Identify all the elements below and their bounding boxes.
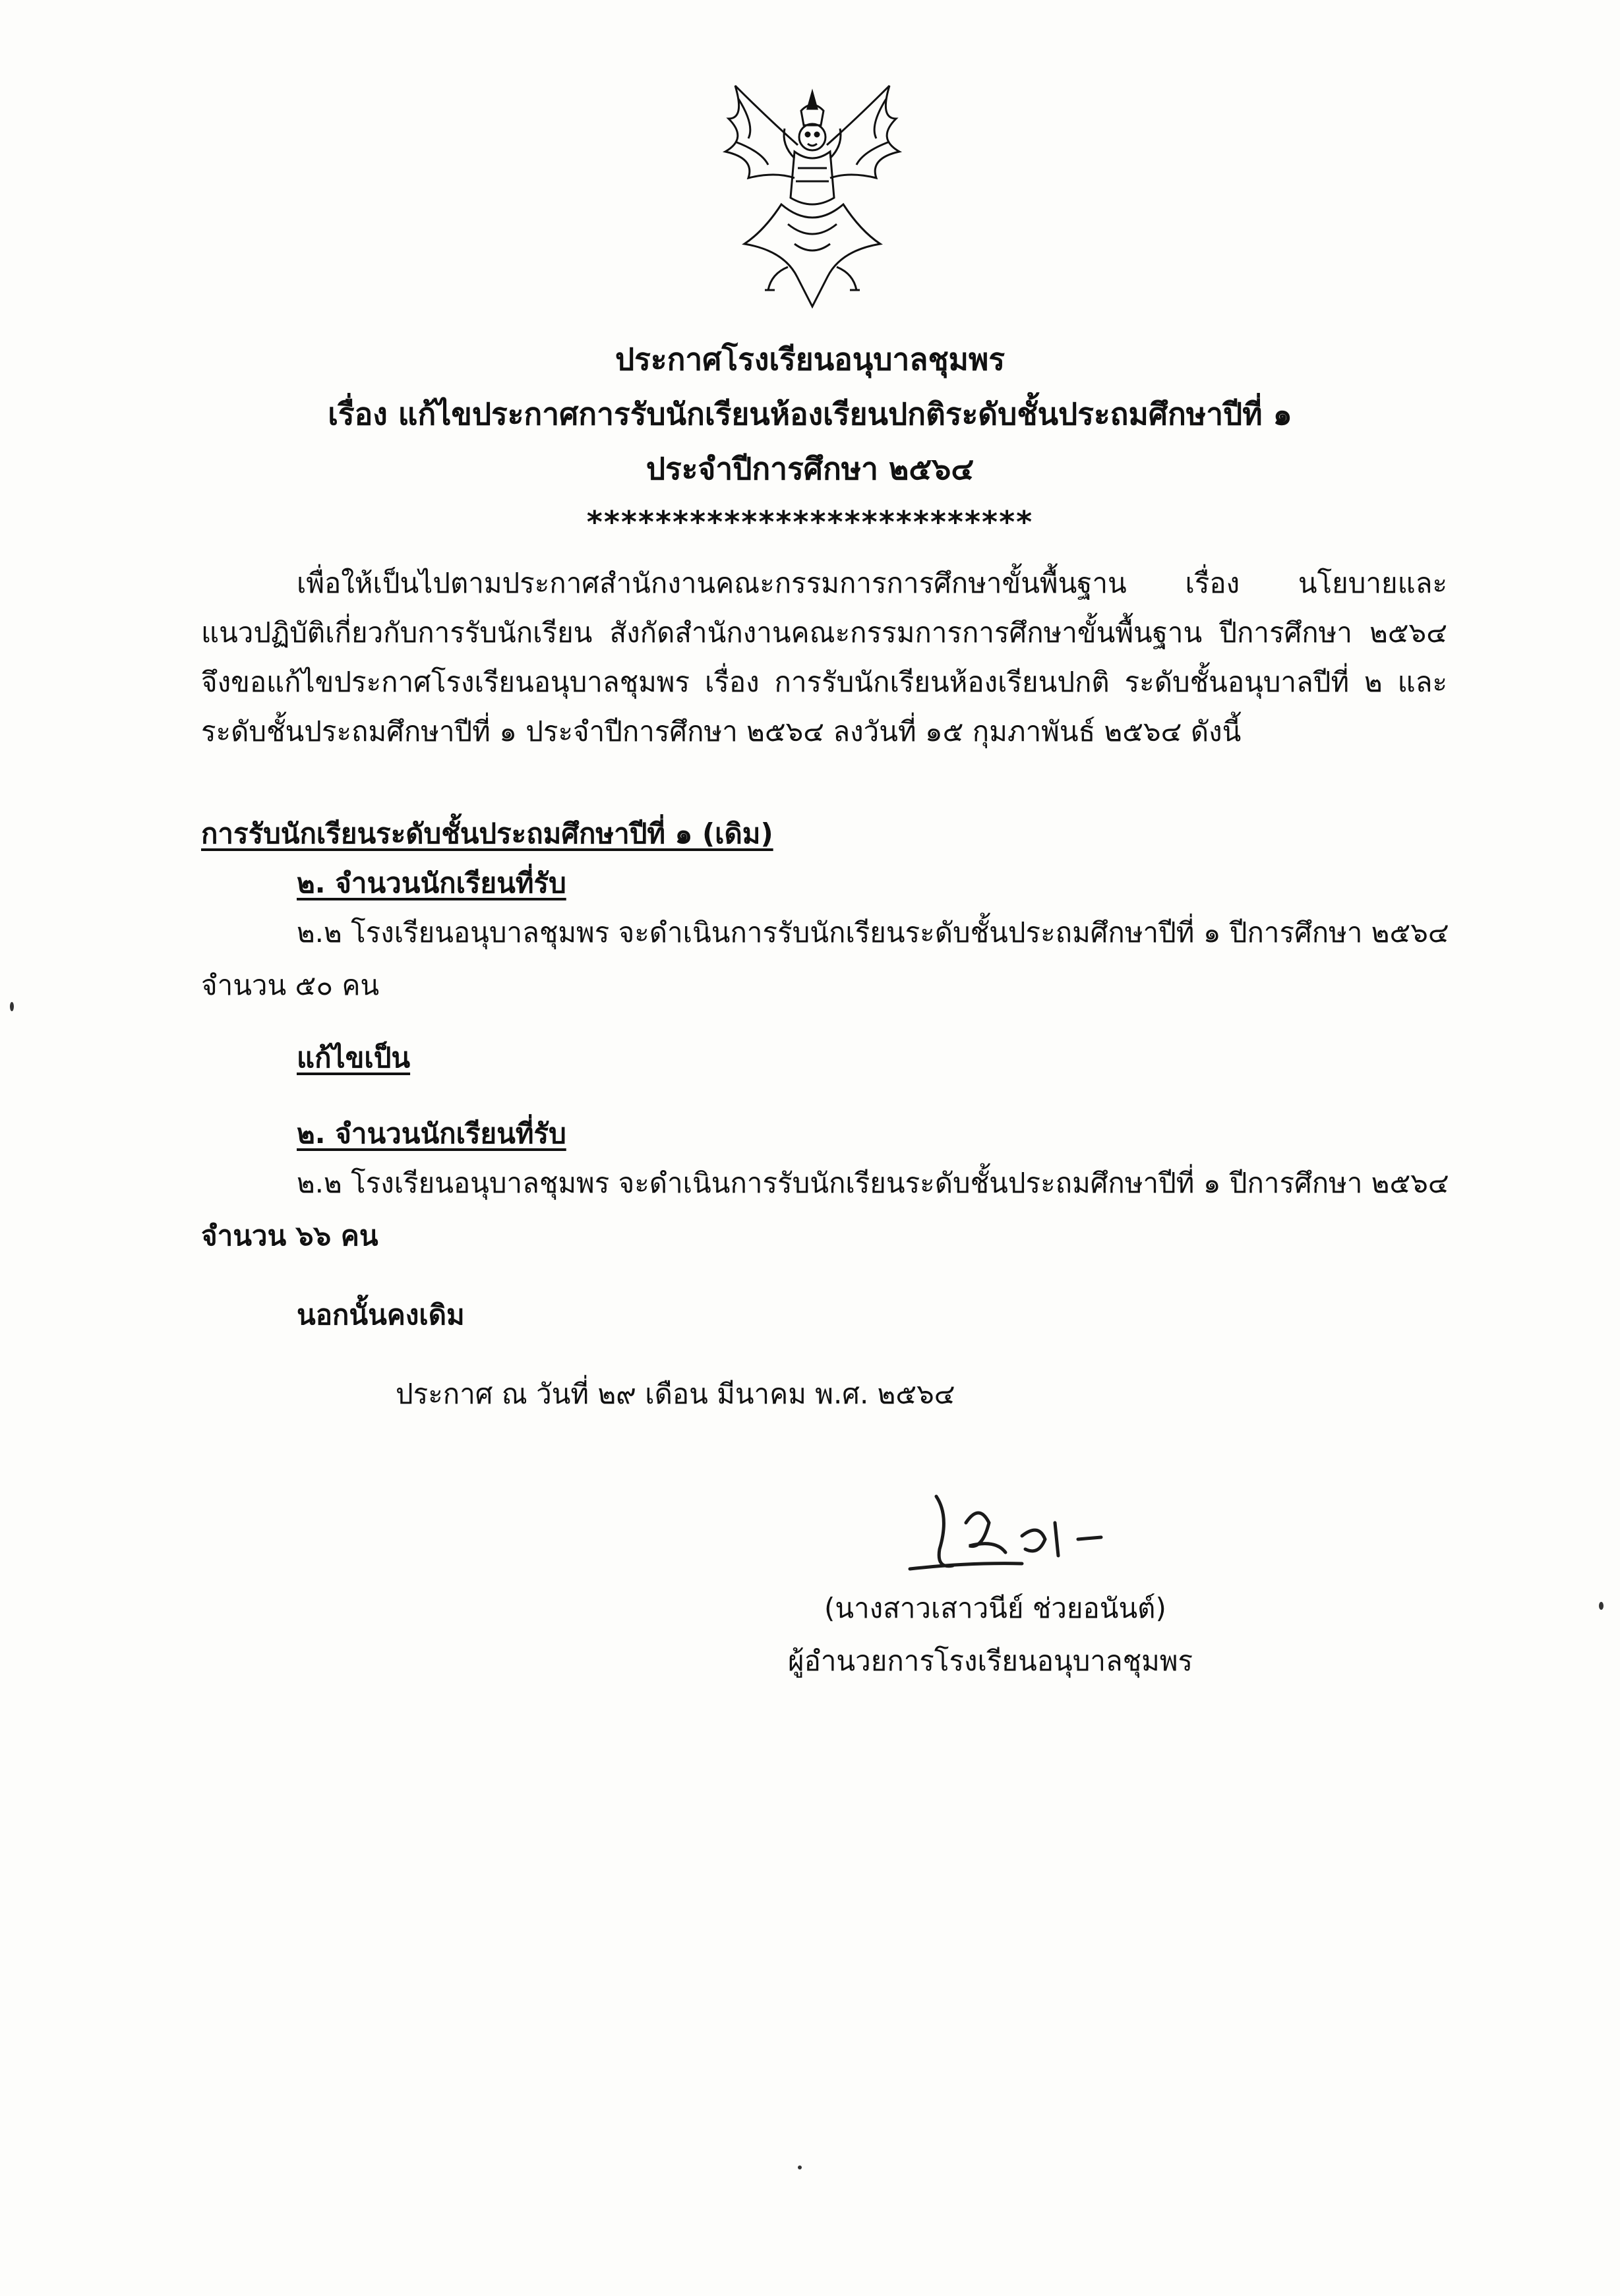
revised-body-line-2: จำนวน ๖๖ คน	[201, 1220, 378, 1252]
signatory-position: ผู้อำนวยการโรงเรียนอนุบาลชุมพร	[788, 1645, 1193, 1677]
intro-line-2: แนวปฏิบัติเกี่ยวกับการรับนักเรียน สังกัดสำนักงานคณะกรรมการการศึกษาขั้นพื้นฐาน ปีการศึกษา ๒๕๖๔	[201, 616, 1447, 649]
original-body-line-2: จำนวน ๕๐ คน	[201, 969, 380, 1001]
original-subheading: ๒. จำนวนนักเรียนที่รับ	[297, 867, 566, 899]
announcement-date: ประกาศ ณ วันที่ ๒๙ เดือน มีนาคม พ.ศ. ๒๕๖๔	[396, 1378, 955, 1410]
original-section-heading: การรับนักเรียนระดับชั้นประถมศึกษาปีที่ ๑ (เดิม)	[201, 817, 773, 850]
intro-line-1: เพื่อให้เป็นไปตามประกาศสำนักงานคณะกรรมการการศึกษาขั้นพื้นฐาน เรื่อง นโยบายและ	[297, 567, 1447, 599]
revised-section-heading: แก้ไขเป็น	[297, 1042, 411, 1074]
signatory-name: (นางสาวเสาวนีย์ ช่วยอนันต์)	[824, 1592, 1166, 1624]
scan-speck	[798, 2165, 802, 2169]
intro-line-3: จึงขอแก้ไขประกาศโรงเรียนอนุบาลชุมพร เรื่อง การรับนักเรียนห้องเรียนปกติ ระดับชั้นอนุบาลปีที่ ๒ และ	[201, 666, 1447, 698]
academic-year-line: ประจำปีการศึกษา ๒๕๖๔	[645, 451, 975, 486]
original-body-line-1: ๒.๒ โรงเรียนอนุบาลชุมพร จะดำเนินการรับนักเรียนระดับชั้นประถมศึกษาปีที่ ๑ ปีการศึกษา ๒๕๖๔	[297, 916, 1449, 949]
revised-subheading: ๒. จำนวนนักเรียนที่รับ	[297, 1117, 566, 1150]
scan-speck	[1599, 1602, 1604, 1610]
announcement-title: ประกาศโรงเรียนอนุบาลชุมพร	[615, 341, 1005, 377]
announcement-subject: เรื่อง แก้ไขประกาศการรับนักเรียนห้องเรียนปกติระดับชั้นประถมศึกษาปีที่ ๑	[328, 396, 1292, 432]
scan-speck	[10, 1002, 14, 1011]
star-divider: **************************	[586, 504, 1034, 540]
closing-line: นอกนั้นคงเดิม	[297, 1299, 465, 1331]
revised-body-line-1: ๒.๒ โรงเรียนอนุบาลชุมพร จะดำเนินการรับนักเรียนระดับชั้นประถมศึกษาปีที่ ๑ ปีการศึกษา ๒๕๖๔	[297, 1167, 1449, 1199]
handwritten-signature-icon	[890, 1477, 1167, 1602]
garuda-emblem-icon	[709, 79, 916, 316]
intro-line-4: ระดับชั้นประถมศึกษาปีที่ ๑ ประจำปีการศึกษา ๒๕๖๔ ลงวันที่ ๑๕ กุมภาพันธ์ ๒๕๖๔ ดังนี้	[201, 715, 1242, 748]
